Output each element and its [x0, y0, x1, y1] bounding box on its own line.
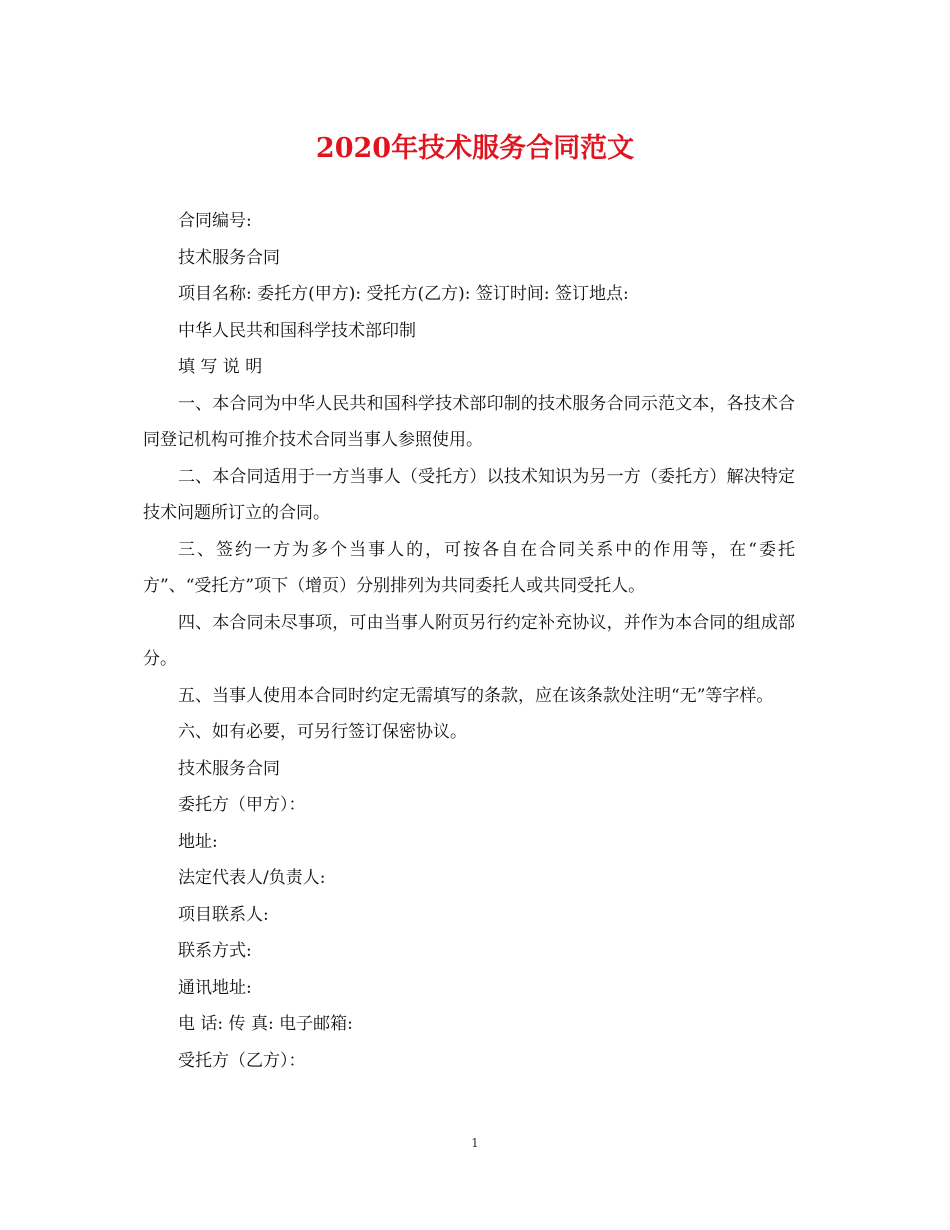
document-body	[143, 203, 795, 1079]
page-number: 1	[471, 1136, 479, 1150]
phone-fax-email-field: 电 话: 传 真: 电子邮箱:	[178, 1014, 353, 1034]
address-field: 地址:	[178, 831, 218, 852]
document-title: 2020年技术服务合同范文	[315, 133, 635, 164]
mailing-address-field: 通讯地址:	[178, 977, 252, 998]
contract-number-line: 合同编号:	[178, 211, 252, 231]
instruction-item: 三、签约一方为多个当事人的，可按各自在合同关系中的作用等，在“委托方”、“受托方”项下（增页）分别排列为共同委托人或共同受托人。	[143, 539, 795, 596]
contract-section-heading: 技术服务合同	[178, 758, 280, 779]
legal-representative-field: 法定代表人/负责人:	[178, 868, 326, 888]
project-contact-field: 项目联系人:	[178, 904, 269, 925]
instruction-item: 五、当事人使用本合同时约定无需填写的条款，应在该条款处注明“无”等字样。	[178, 685, 774, 706]
instruction-item: 四、本合同未尽事项，可由当事人附页另行约定补充协议，并作为本合同的组成部分。	[143, 612, 795, 669]
instruction-item: 一、本合同为中华人民共和国科学技术部印制的技术服务合同示范文本，各技术合同登记机构可推介技术合同当事人参照使用。	[143, 393, 795, 450]
contract-type-line: 技术服务合同	[178, 247, 280, 268]
contact-method-field: 联系方式:	[178, 941, 252, 961]
instruction-item: 二、本合同适用于一方当事人（受托方）以技术知识为另一方（委托方）解决特定技术问题所订立的合同。	[143, 466, 795, 523]
client-party-field: 委托方（甲方）：	[178, 795, 306, 815]
project-info-line: 项目名称: 委托方(甲方): 受托方(乙方): 签订时间: 签订地点:	[178, 284, 629, 304]
issuer-line: 中华人民共和国科学技术部印制	[178, 320, 416, 341]
contractor-party-field: 受托方（乙方）：	[178, 1050, 306, 1071]
instruction-item: 六、如有必要，可另行签订保密协议。	[178, 722, 467, 742]
instructions-heading: 填 写 说 明	[178, 357, 263, 377]
